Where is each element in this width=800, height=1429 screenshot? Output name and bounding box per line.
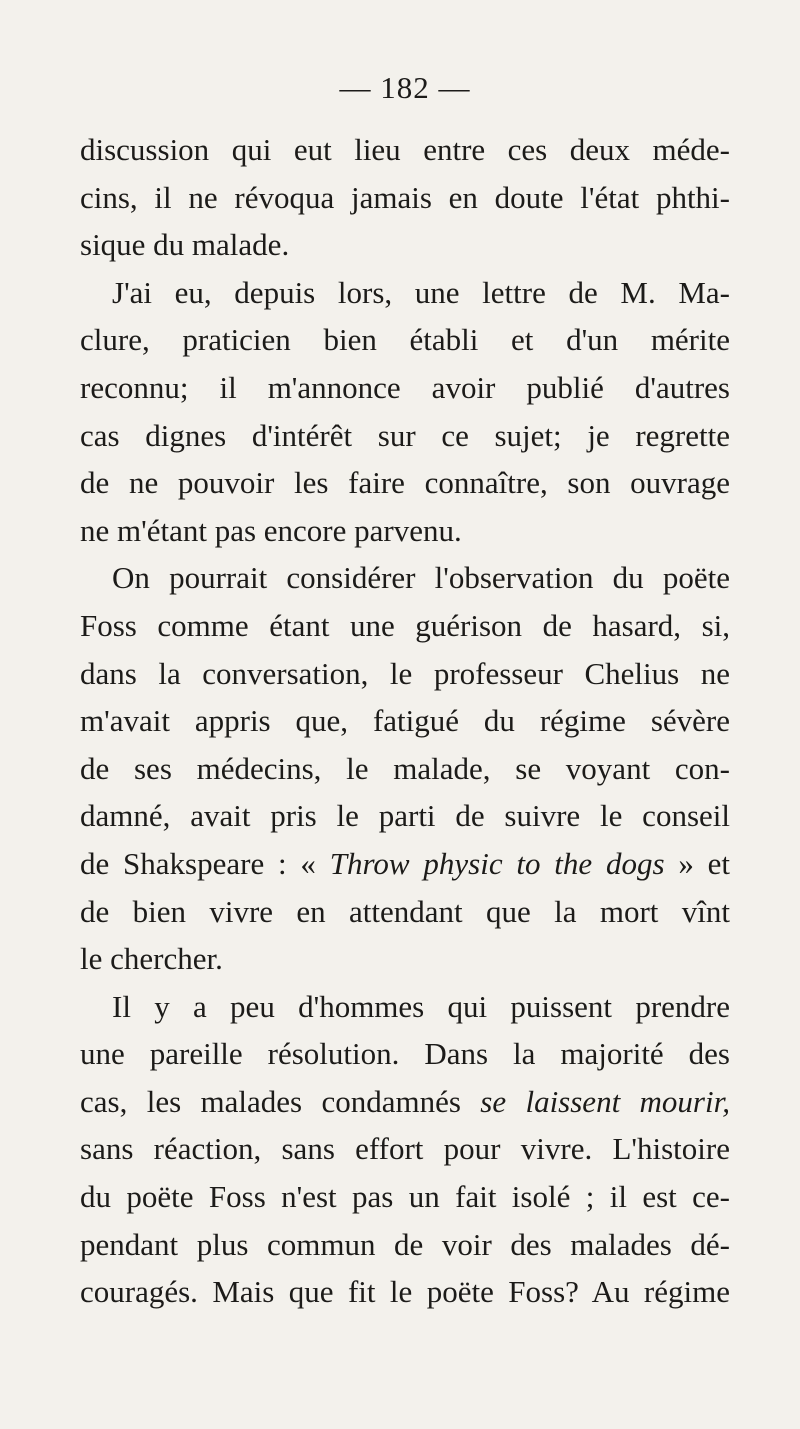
text-line: une pareille résolution. Dans la majorité des (80, 1036, 730, 1072)
quote-italic: Throw physic to the dogs (329, 845, 665, 881)
text-line: On pourrait considérer l'observation du poëte (112, 560, 730, 596)
text-line: m'avait appris que, fatigué du régime sévère (80, 703, 730, 739)
text-line: Il y a peu d'hommes qui puissent prendre (112, 988, 730, 1024)
text-line: damné, avait pris le parti de suivre le conseil (80, 798, 730, 834)
text-line: du poëte Foss n'est pas un fait isolé ; il est ce- (80, 1179, 730, 1215)
text-line: sans réaction, sans effort pour vivre. L'histoire (80, 1131, 730, 1167)
text-line-with-italic (80, 1078, 730, 1126)
italic-prefix: cas, les malades condamnés (80, 1083, 481, 1119)
text-line: couragés. Mais que fit le poëte Foss? Au régime (80, 1274, 730, 1310)
text-line: de ne pouvoir les faire connaître, son ouvrage (80, 465, 730, 501)
page-number: — 182 — (339, 70, 471, 105)
text-line: cas dignes d'intérêt sur ce sujet; je regrette (80, 417, 730, 453)
text-line: ne m'étant pas encore parvenu. (80, 512, 462, 548)
text-line: pendant plus commun de voir des malades dé- (80, 1226, 730, 1262)
text-line: le chercher. (80, 941, 223, 977)
text-line: de bien vivre en attendant que la mort vînt (80, 893, 730, 929)
text-line: Foss comme étant une guérison de hasard, si, (80, 607, 730, 643)
text-line: J'ai eu, depuis lors, une lettre de M. Ma- (112, 274, 730, 310)
text-line: de ses médecins, le malade, se voyant con- (80, 750, 730, 786)
body-text (80, 126, 730, 1316)
text-line: dans la conversation, le professeur Chelius ne (80, 655, 730, 691)
text-line: sique du malade. (80, 227, 290, 263)
text-line: discussion qui eut lieu entre ces deux méde- (80, 132, 730, 167)
text-line-with-quote (80, 840, 730, 888)
text-line: reconnu; il m'annonce avoir publié d'autres (80, 369, 730, 405)
quote-prefix: de Shakspeare : « (80, 845, 330, 881)
italic-phrase: se laissent mourir, (480, 1083, 730, 1119)
quote-suffix: » et (664, 845, 731, 881)
text-line: clure, praticien bien établi et d'un mérite (80, 322, 730, 358)
text-line: cins, il ne révoqua jamais en doute l'état phthi- (80, 179, 730, 215)
